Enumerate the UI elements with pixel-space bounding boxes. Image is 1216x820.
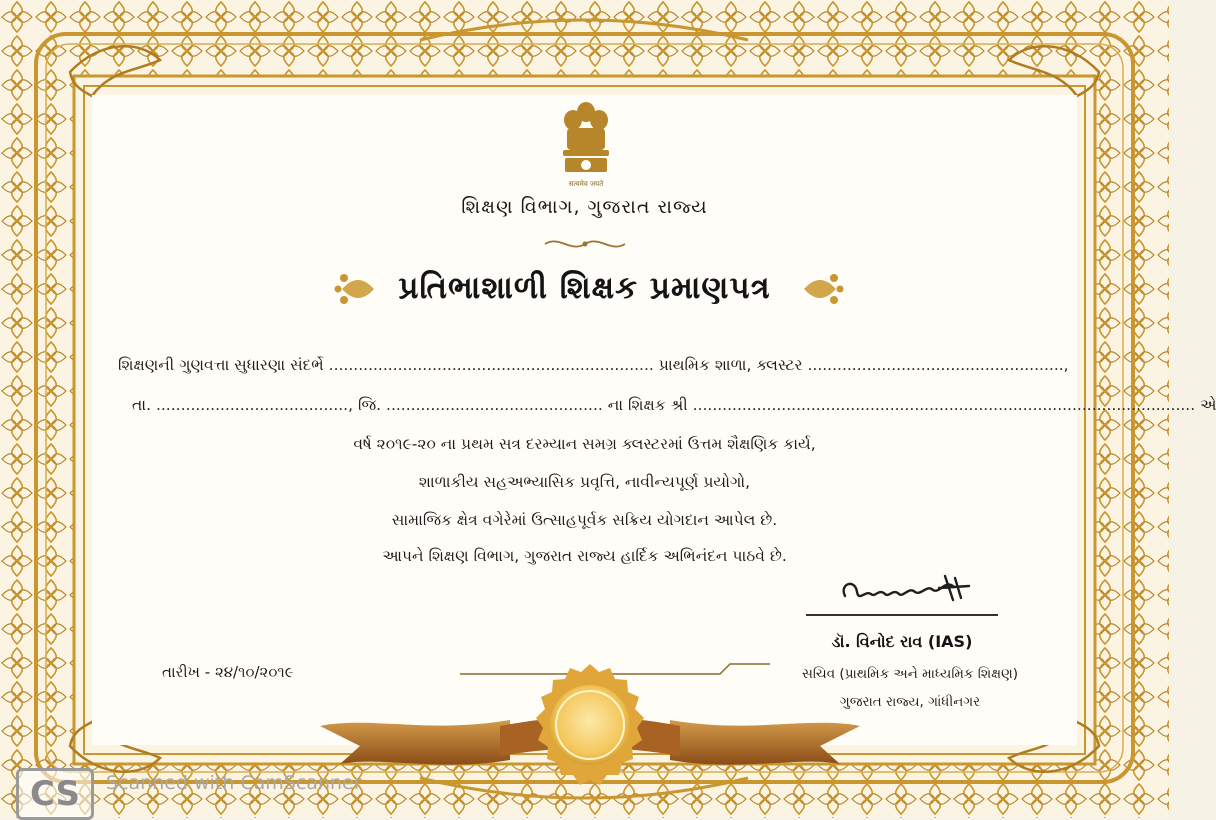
- body-line-4: આપને શિક્ષણ વિભાગ, ગુજરાત રાજ્ય હાર્દિક અભિનંદન પાઠવે છે.: [382, 547, 787, 565]
- body-line-1: વર્ષ ૨૦૧૯-૨૦ ના પ્રથમ સત્ર દરમ્યાન સમગ્ર ક્લસ્ટરમાં ઉત્તમ શૈક્ષણિક કાર્ય,: [353, 435, 816, 453]
- blank-district: ............................................: [386, 396, 603, 414]
- line2-suffix: એ: [1200, 396, 1216, 414]
- department-heading: શિક્ષણ વિભાગ, ગુજરાત રાજ્ય: [461, 196, 708, 218]
- blank-teacher-name: ......................................................................................................: [692, 396, 1196, 414]
- svg-text:सत्यमेव जयते: सत्यमेव जयते: [568, 180, 604, 188]
- blank-school-name: ..................................................................: [328, 356, 654, 374]
- camscanner-logo-icon: CS: [16, 768, 94, 820]
- line1-prefix: શિક્ષણની ગુણવત્તા સુધારણા સંદર્ભે: [118, 356, 324, 374]
- signatory-role: સચિવ (પ્રાથમિક અને માધ્યમિક શિક્ષણ): [801, 666, 1019, 682]
- issue-date: તારીખ - ૨૪/૧૦/૨૦૧૯: [162, 663, 294, 681]
- line1-middle: પ્રાથમિક શાળા, ક્લસ્ટર: [658, 356, 803, 374]
- fill-in-line-school: [118, 356, 1069, 375]
- heading-divider-flourish: [540, 233, 630, 255]
- national-emblem-icon: [555, 98, 617, 193]
- gold-seal-ribbon: [310, 660, 870, 800]
- blank-cluster-name: ....................................................,: [807, 356, 1069, 374]
- fill-in-line-teacher: [132, 396, 1216, 415]
- line2-taluka-label: તા.: [132, 396, 152, 414]
- signatory-name: ડૉ. વિનોદ રાવ (IAS): [831, 632, 973, 651]
- handwritten-signature: [835, 570, 975, 610]
- camscanner-watermark-text: Scanned with CamScanner: [106, 772, 362, 794]
- signature-line: [806, 614, 998, 616]
- body-line-2: શાળાકીય સહઅભ્યાસિક પ્રવૃત્તિ, નાવીન્યપૂર્ણ પ્રયોગો,: [418, 473, 751, 491]
- certificate-title: પ્રતિભાશાળી શિક્ષક પ્રમાણપત્ર: [398, 270, 771, 306]
- body-line-3: સામાજિક ક્ષેત્ર વગેરેમાં ઉત્સાહપૂર્વક સક્રિય યોગદાન આપેલ છે.: [391, 511, 778, 529]
- blank-taluka: .......................................,: [155, 396, 354, 414]
- line2-district-label: જિ.: [357, 396, 382, 414]
- signatory-place: ગુજરાત રાજ્ય, ગાંધીનગર: [839, 694, 981, 710]
- line2-teacher-label: ના શિક્ષક શ્રી: [607, 396, 688, 414]
